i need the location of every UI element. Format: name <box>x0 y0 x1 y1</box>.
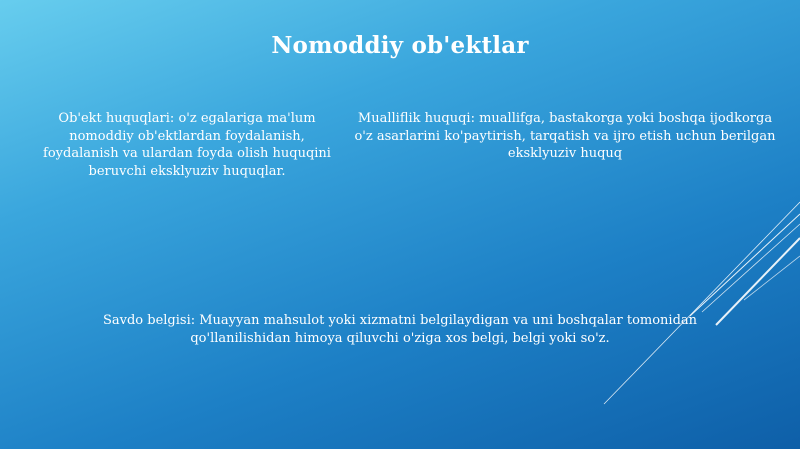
copyright-text: Mualliflik huquqi: muallifga, bastakorga yoki boshqa ijodkorga o'z asarlarini ko'paytirish, tarqatish va ijro etish uchun berilgan eksklyuziv huquq <box>354 111 776 161</box>
deco-line-2 <box>690 214 800 316</box>
object-rights-text: Ob'ekt huquqlari: o'z egalariga ma'lum nomoddiy ob'ektlardan foydalanish, foydalanish va ulardan foyda olish huquqini beruvchi eksklyuziv huquqlar. <box>43 111 331 179</box>
deco-line-4 <box>716 238 800 325</box>
deco-line-5 <box>744 256 800 300</box>
slide-title: Nomoddiy ob'ektlar <box>271 32 529 59</box>
trademark-text: Savdo belgisi: Muayyan mahsulot yoki xizmatni belgilaydigan va uni boshqalar tomonidan qo'llanilishidan himoya qiluvchi o'ziga xos belgi, belgi yoki so'z. <box>102 313 698 346</box>
deco-line-1 <box>604 202 800 404</box>
